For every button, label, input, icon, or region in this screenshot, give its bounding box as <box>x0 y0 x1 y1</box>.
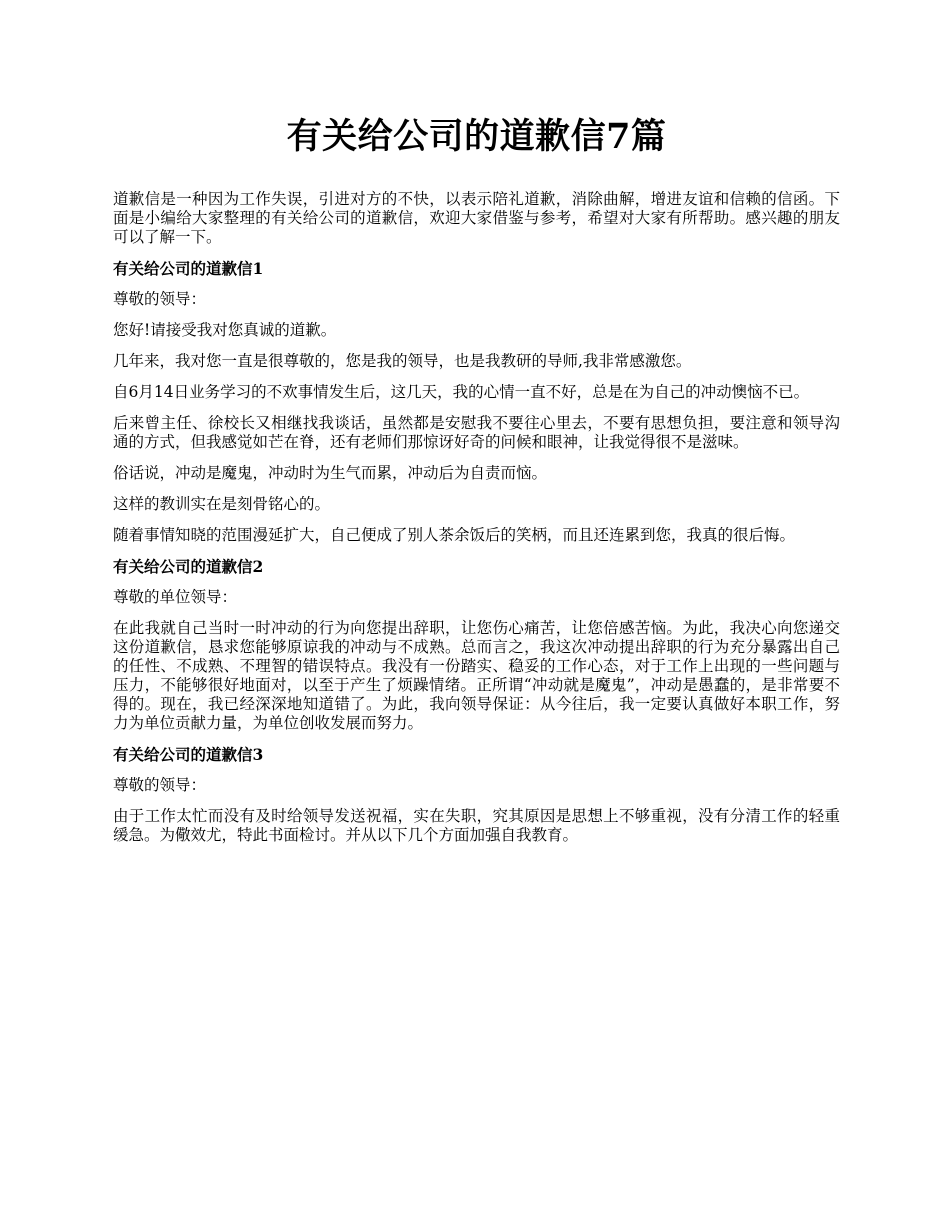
document-page <box>113 110 840 857</box>
body-paragraph: 自6月14日业务学习的不欢事情发生后，这几天，我的心情一直不好，总是在为自己的冲动懊恼不已。 <box>113 383 810 401</box>
letter-section-1 <box>113 259 840 545</box>
document-title: 有关给公司的道歉信7篇 <box>286 116 667 157</box>
salutation: 尊敬的领导： <box>113 290 207 308</box>
intro-paragraph: 道歉信是一种因为工作失误，引进对方的不快，以表示陪礼道歉，消除曲解，增进友谊和信赖的信函。下面是小编给大家整理的有关给公司的道歉信，欢迎大家借鉴与参考，希望对大家有所帮助。感兴趣的朋友可以了解一下。 <box>113 190 840 246</box>
section-heading: 有关给公司的道歉信3 <box>113 745 264 764</box>
salutation: 尊敬的领导： <box>113 776 207 794</box>
body-paragraph: 后来曾主任、徐校长又相继找我谈话，虽然都是安慰我不要往心里去，不要有思想负担，要注意和领导沟通的方式，但我感觉如芒在脊，还有老师们那惊讶好奇的问候和眼神，让我觉得很不是滋味。 <box>113 414 840 451</box>
body-paragraph: 几年来，我对您一直是很尊敬的，您是我的领导，也是我教研的导师,我非常感激您。 <box>113 352 692 370</box>
letter-section-2 <box>113 557 840 733</box>
section-heading: 有关给公司的道歉信2 <box>113 557 264 576</box>
salutation: 尊敬的单位领导： <box>113 588 238 606</box>
body-paragraph: 随着事情知晓的范围漫延扩大，自己便成了别人茶余饭后的笑柄，而且还连累到您，我真的很后悔。 <box>113 526 796 544</box>
body-paragraph: 在此我就自己当时一时冲动的行为向您提出辞职，让您伤心痛苦，让您倍感苦恼。为此，我决心向您递交这份道歉信，恳求您能够原谅我的冲动与不成熟。总而言之，我这次冲动提出辞职的行为充分暴露出自己的任性、不成熟、不理智的错误特点。我没有一份踏实、稳妥的工作心态，对于工作上出现的一些问题与压力，不能够很好地面对，以至于产生了烦躁情绪。正所谓“冲动就是魔鬼”，冲动是愚蠢的，是非常要不得的。现在，我已经深深地知道错了。为此，我向领导保证：从今往后，我一定要认真做好本职工作，努力为单位贡献力量，为单位创收发展而努力。 <box>113 619 840 732</box>
section-heading: 有关给公司的道歉信1 <box>113 259 264 278</box>
body-paragraph: 您好!请接受我对您真诚的道歉。 <box>113 321 337 339</box>
body-paragraph: 由于工作太忙而没有及时给领导发送祝福，实在失职，究其原因是思想上不够重视，没有分清工作的轻重缓急。为儆效尤，特此书面检讨。并从以下几个方面加强自我教育。 <box>113 807 840 844</box>
letter-section-3 <box>113 745 840 845</box>
body-paragraph: 俗话说，冲动是魔鬼，冲动时为生气而累，冲动后为自责而恼。 <box>113 464 548 482</box>
body-paragraph: 这样的教训实在是刻骨铭心的。 <box>113 495 331 513</box>
